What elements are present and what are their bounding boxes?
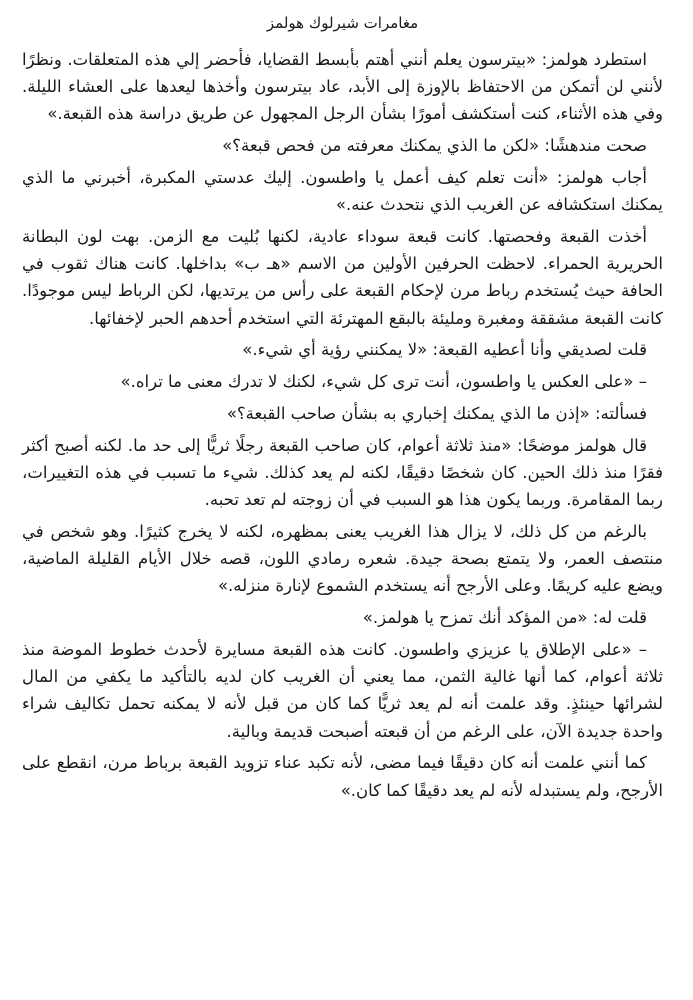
- page-body: [22, 46, 663, 804]
- paragraph: فسألته: «إذن ما الذي يمكنك إخباري به بشأن صاحب القبعة؟»: [226, 404, 647, 423]
- paragraph: استطرد هولمز: «بيترسون يعلم أنني أهتم بأبسط القضايا، فأحضر إلي هذه المتعلقات. ونظرًا لأنني لن أتمكن من الاحتفاظ بالإوزة إلى الأبد، عاد بيترسون وأخذها ليعدها على العشاء الليلة. وفي هذه الأثناء، كنت أستكشف أمورًا بشأن الرجل المجهول عن طريق دراسة هذه القبعة.»: [22, 50, 663, 124]
- paragraph: – «على الإطلاق يا عزيزي واطسون. كانت هذه القبعة مسايرة لأحدث خطوط الموضة منذ ثلاثة أعوام، كما أنها غالية الثمن، مما يعني أن الغريب كان لديه بالتأكيد ما يكفي من المال لشرائها حينئذٍ. وقد علمت أنه لم يعد ثريًّا كما كان من قبل لأنه لا يمكنه تحمل تكاليف شراء واحدة جديدة الآن، على الرغم من أن قبعته أصبحت قديمة وبالية.: [22, 640, 663, 741]
- paragraph: كما أنني علمت أنه كان دقيقًا فيما مضى، لأنه تكبد عناء تزويد القبعة برباط مرن، انقطع على الأرجح، ولم يستبدله لأنه لم يعد دقيقًا كما كان.»: [22, 753, 663, 800]
- paragraph: قلت له: «من المؤكد أنك تمزح يا هولمز.»: [362, 608, 647, 628]
- paragraph: أخذت القبعة وفحصتها. كانت قبعة سوداء عادية، لكنها بُليت مع الزمن. بهت لون البطانة الحريرية الحمراء. لاحظت الحرفين الأولين من الاسم «هـ ب» بداخلها. كانت هناك ثقوب في الحافة حيث يُستخدم رباط مرن لإحكام القبعة على رأس من يرتديها، لكن الرباط ليس موجودًا. كانت القبعة مشققة ومغبرة ومليئة بالبقع المهترئة التي استخدم أحدهم الحبر لإخفائها.: [22, 227, 663, 328]
- paragraph: – «على العكس يا واطسون، أنت ترى كل شيء، لكنك لا تدرك معنى ما تراه.»: [120, 372, 647, 392]
- paragraph: صحت مندهشًا: «لكن ما الذي يمكنك معرفته من فحص قبعة؟»: [222, 136, 647, 156]
- paragraph: قلت لصديقي وأنا أعطيه القبعة: «لا يمكنني رؤية أي شيء.»: [242, 340, 647, 360]
- paragraph: بالرغم من كل ذلك، لا يزال هذا الغريب يعنى بمظهره، لكنه لا يخرج كثيرًا. وهو شخص في منتصف العمر، ولا يتمتع بصحة جيدة. شعره رمادي اللون، قصه خلال الأيام القليلة الماضية، ويضع عليه كريمًا. وعلى الأرجح أنه يستخدم الشموع لإنارة منزله.»: [22, 522, 663, 596]
- running-title: مغامرات شيرلوك هولمز: [266, 14, 419, 32]
- paragraph: أجاب هولمز: «أنت تعلم كيف أعمل يا واطسون. إليك عدستي المكبرة، أخبرني ما الذي يمكنك استكشافه عن الغريب الذي نتحدث عنه.»: [22, 168, 663, 215]
- paragraph: قال هولمز موضحًا: «منذ ثلاثة أعوام، كان صاحب القبعة رجلًا ثريًّا إلى حد ما. لكنه أصبح أكثر فقرًا منذ ذلك الحين. كان شخصًا دقيقًا، لكنه لم يعد كذلك. شيء ما تسبب في هذه التغييرات، ربما المقامرة. وربما يكون هذا هو السبب في أن زوجته لم تعد تحبه.: [22, 435, 663, 510]
